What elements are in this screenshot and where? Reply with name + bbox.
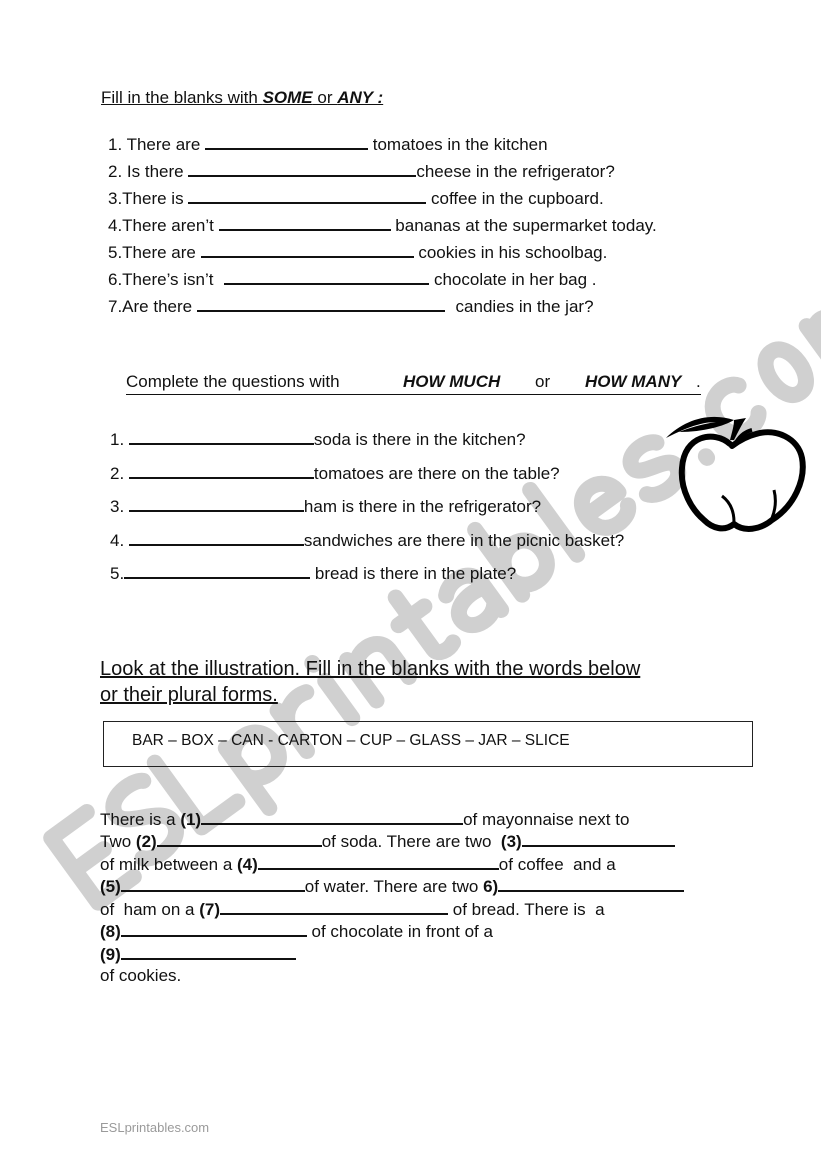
instruction-or: or bbox=[535, 372, 551, 391]
line-text: of cookies. bbox=[100, 966, 182, 985]
apple-icon bbox=[664, 410, 814, 540]
s1-item-2 bbox=[108, 161, 615, 182]
s1-item-3 bbox=[108, 188, 604, 209]
item-prefix: 4.There aren’t bbox=[108, 216, 219, 235]
instruction-or: or bbox=[312, 88, 338, 107]
item-prefix: 2. Is there bbox=[108, 162, 189, 181]
item-suffix: ham is there in the refrigerator? bbox=[303, 497, 542, 516]
s3-line-7 bbox=[100, 944, 296, 965]
line-text: of ham on a bbox=[100, 900, 200, 919]
answer-blank[interactable] bbox=[224, 269, 429, 285]
s3-line-1 bbox=[100, 809, 629, 830]
word-bank: BAR – BOX – CAN - CARTON – CUP – GLASS – JAR – SLICE bbox=[132, 732, 570, 749]
answer-blank[interactable] bbox=[129, 530, 304, 546]
s3-line-2 bbox=[100, 831, 675, 852]
section3-instruction bbox=[100, 656, 640, 708]
item-prefix: 1. bbox=[110, 430, 129, 449]
answer-blank[interactable] bbox=[522, 831, 675, 847]
item-prefix: 3.There is bbox=[108, 189, 189, 208]
line-text: There is a bbox=[100, 810, 181, 829]
watermark: ESLprintables.com bbox=[100, 1120, 210, 1135]
s3-line-5 bbox=[100, 899, 605, 920]
item-prefix: 1. There are bbox=[108, 135, 206, 154]
line-text: of coffee and a bbox=[498, 855, 616, 874]
answer-blank[interactable] bbox=[188, 188, 426, 204]
s3-line-3 bbox=[100, 854, 616, 875]
blank-number: (9) bbox=[100, 945, 121, 964]
item-prefix: 4. bbox=[110, 531, 129, 550]
s3-line-8 bbox=[100, 966, 181, 986]
watermark-glyph bbox=[758, 342, 814, 402]
item-suffix: coffee in the cupboard. bbox=[426, 189, 604, 208]
s2-item-5 bbox=[110, 563, 516, 584]
s3-line-6 bbox=[100, 921, 493, 942]
item-prefix: 2. bbox=[110, 464, 129, 483]
answer-blank[interactable] bbox=[121, 921, 307, 937]
blank-number: (7) bbox=[199, 900, 221, 919]
s2-item-3 bbox=[110, 496, 541, 517]
item-suffix: bread is there in the plate? bbox=[310, 564, 517, 583]
answer-blank[interactable] bbox=[205, 134, 368, 150]
line-text: of mayonnaise next to bbox=[463, 810, 630, 829]
item-suffix: chocolate in her bag . bbox=[429, 270, 597, 289]
instruction-line-1: Look at the illustration. Fill in the blanks with the words below bbox=[100, 658, 641, 680]
line-text: of water. There are two bbox=[304, 877, 484, 896]
blank-number: (2) bbox=[135, 832, 157, 851]
answer-blank[interactable] bbox=[121, 944, 296, 960]
answer-blank[interactable] bbox=[258, 854, 499, 870]
s1-item-5 bbox=[108, 242, 607, 263]
answer-blank[interactable] bbox=[157, 831, 322, 847]
keyword-any: ANY : bbox=[337, 88, 384, 107]
answer-blank[interactable] bbox=[129, 463, 314, 479]
line-text: of bread. There is a bbox=[448, 900, 605, 919]
item-suffix: tomatoes are there on the table? bbox=[313, 464, 560, 483]
item-suffix: tomatoes in the kitchen bbox=[368, 135, 548, 154]
s1-item-6 bbox=[108, 269, 597, 290]
answer-blank[interactable] bbox=[201, 809, 463, 825]
s1-item-7 bbox=[108, 296, 594, 317]
answer-blank[interactable] bbox=[498, 876, 684, 892]
s2-item-2 bbox=[110, 463, 560, 484]
answer-blank[interactable] bbox=[219, 215, 391, 231]
s1-item-1 bbox=[108, 134, 548, 155]
blank-number: (1) bbox=[180, 810, 202, 829]
item-suffix: cookies in his schoolbag. bbox=[413, 243, 608, 262]
item-prefix: 7.Are there bbox=[108, 297, 197, 316]
item-prefix: 3. bbox=[110, 497, 129, 516]
answer-blank[interactable] bbox=[220, 899, 448, 915]
blank-number: (5) bbox=[100, 877, 121, 896]
answer-blank[interactable] bbox=[129, 496, 304, 512]
watermark-glyph bbox=[807, 296, 821, 367]
keyword-how-many: HOW MANY bbox=[585, 372, 682, 391]
watermark-glyph bbox=[384, 586, 454, 664]
blank-number: (8) bbox=[100, 922, 121, 941]
answer-blank[interactable] bbox=[121, 876, 305, 892]
answer-blank[interactable] bbox=[124, 563, 310, 579]
item-prefix: 5. bbox=[110, 564, 125, 583]
section2-instruction bbox=[126, 372, 701, 395]
blank-number: 6) bbox=[483, 877, 499, 896]
keyword-some: SOME bbox=[262, 88, 313, 107]
s1-item-4 bbox=[108, 215, 657, 236]
keyword-how-much: HOW MUCH bbox=[403, 372, 501, 391]
item-prefix: 6.There’s isn’t bbox=[108, 270, 219, 289]
instruction-period: . bbox=[696, 372, 701, 391]
word-bank-box bbox=[103, 721, 753, 767]
instruction-text: Fill in the blanks with bbox=[101, 88, 263, 107]
answer-blank[interactable] bbox=[197, 296, 445, 312]
item-suffix: bananas at the supermarket today. bbox=[390, 216, 657, 235]
line-text: Two bbox=[100, 832, 136, 851]
watermark-glyph bbox=[574, 476, 633, 537]
answer-blank[interactable] bbox=[188, 161, 416, 177]
blank-number: (3) bbox=[500, 832, 522, 851]
item-suffix: cheese in the refrigerator? bbox=[416, 162, 615, 181]
section1-instruction bbox=[101, 88, 383, 108]
item-suffix: soda is there in the kitchen? bbox=[313, 430, 526, 449]
s2-item-1 bbox=[110, 429, 526, 450]
line-text: of milk between a bbox=[100, 855, 238, 874]
answer-blank[interactable] bbox=[201, 242, 414, 258]
s2-item-4 bbox=[110, 530, 624, 551]
instruction-line-2: or their plural forms. bbox=[100, 684, 278, 706]
item-suffix: candies in the jar? bbox=[450, 297, 594, 316]
instruction-text: Complete the questions with bbox=[126, 372, 340, 391]
blank-number: (4) bbox=[237, 855, 258, 874]
line-text: of chocolate in front of a bbox=[306, 922, 493, 941]
answer-blank[interactable] bbox=[129, 429, 314, 445]
line-text: of soda. There are two bbox=[321, 832, 501, 851]
s3-line-4 bbox=[100, 876, 684, 897]
item-suffix: sandwiches are there in the picnic basket? bbox=[303, 531, 625, 550]
item-prefix: 5.There are bbox=[108, 243, 201, 262]
